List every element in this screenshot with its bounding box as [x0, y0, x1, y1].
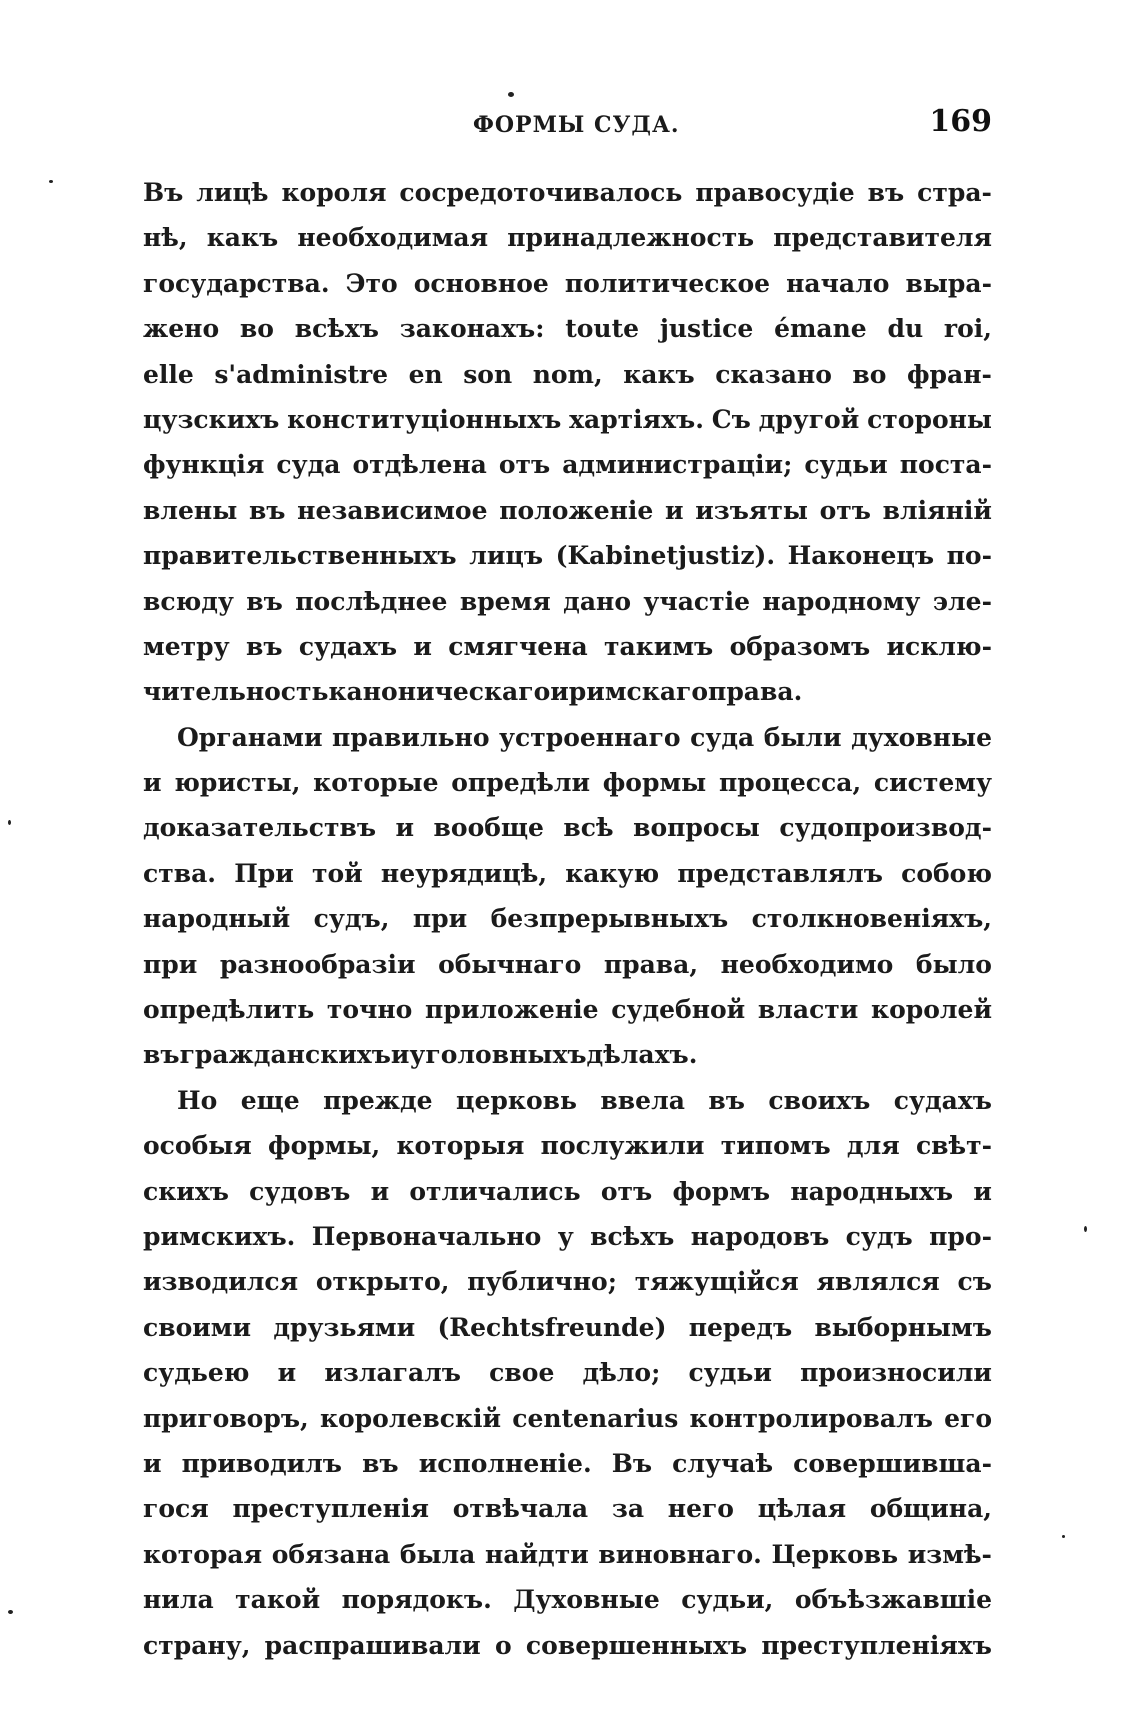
word: него: [667, 1494, 734, 1524]
scan-speck: [8, 1610, 13, 1614]
word: стра-: [917, 178, 992, 207]
word: королей: [871, 995, 992, 1025]
word: и: [550, 677, 569, 707]
word: судьи,: [681, 1585, 774, 1615]
word: Въ: [143, 178, 184, 207]
word: случаѣ: [672, 1448, 774, 1478]
word: опредѣли: [451, 768, 591, 798]
word: émane: [774, 314, 867, 344]
word: разнообразіи: [219, 949, 416, 979]
word: гражданскихъ: [179, 1040, 391, 1070]
word: короля: [281, 178, 387, 207]
word: s'administre: [214, 359, 389, 389]
word: судопроизвод-: [779, 813, 992, 843]
text-line: [143, 261, 992, 306]
word: приложеніе: [425, 995, 599, 1025]
word: законахъ:: [399, 314, 545, 344]
word: При: [234, 858, 294, 888]
text-line: [143, 215, 992, 260]
word: положеніе: [499, 495, 654, 525]
word: дано: [563, 586, 632, 616]
word: justice: [659, 314, 754, 344]
word: свѣт-: [915, 1131, 992, 1161]
word: по-: [946, 541, 992, 571]
word: и: [413, 631, 432, 661]
text-line: [143, 170, 992, 215]
word: функція: [143, 450, 265, 480]
word: доказательствъ: [143, 813, 376, 843]
word: elle: [143, 359, 194, 389]
word: римскихъ.: [143, 1221, 296, 1251]
word: лицѣ: [196, 178, 269, 207]
word: представлялъ: [677, 858, 883, 888]
word: своими: [143, 1312, 252, 1342]
word: процесса,: [718, 768, 862, 798]
word: опредѣлить: [143, 995, 315, 1025]
word: Въ: [611, 1448, 653, 1478]
word: изводился: [143, 1267, 299, 1297]
word: каноническаго: [328, 677, 551, 707]
word: послѣднее: [295, 586, 448, 616]
word: собою: [901, 858, 992, 888]
word: вообще: [433, 813, 544, 843]
word: исполненіе.: [418, 1448, 592, 1478]
word: послужили: [540, 1131, 705, 1161]
word: лицъ: [469, 541, 544, 571]
page-header: [143, 104, 992, 148]
word: стороны: [867, 404, 992, 434]
word: такимъ: [604, 631, 714, 661]
word: (Rechtsfreunde): [437, 1312, 667, 1342]
word: уголовныхъ: [409, 1040, 587, 1070]
word: духовные: [851, 722, 992, 752]
word: народному: [762, 586, 921, 616]
text-line: [143, 987, 992, 1032]
word: измѣ-: [907, 1539, 992, 1569]
word: было: [915, 949, 992, 979]
word: во: [239, 314, 274, 344]
word: совершивша-: [793, 1448, 992, 1478]
word: права,: [603, 949, 699, 979]
text-line: [143, 397, 992, 442]
word: цузскихъ: [143, 404, 280, 434]
word: сосредоточивалось: [399, 178, 683, 207]
word: son: [463, 359, 513, 389]
word: формъ: [672, 1176, 771, 1206]
word: участіе: [643, 586, 751, 616]
word: виновнаго.: [598, 1539, 762, 1569]
word: правосудіе: [695, 178, 855, 207]
word: королевскій: [319, 1403, 502, 1433]
word: народныхъ: [790, 1176, 954, 1206]
word: были: [763, 722, 842, 752]
word: приговоръ,: [143, 1403, 309, 1433]
word: отъ: [498, 450, 551, 480]
word: у: [557, 1221, 574, 1251]
word: была: [399, 1539, 476, 1569]
word: отъ: [600, 1176, 653, 1206]
text-line: [143, 1577, 992, 1622]
text-line: [143, 715, 992, 760]
word: неурядицѣ,: [380, 858, 548, 888]
word: за: [611, 1494, 645, 1524]
word: въ: [246, 586, 283, 616]
word: въ: [362, 1448, 399, 1478]
word: публично;: [467, 1267, 617, 1297]
text-line: [143, 1532, 992, 1577]
word: скихъ: [143, 1176, 229, 1206]
word: устроеннаго: [499, 722, 681, 752]
text-line: [143, 1259, 992, 1304]
word: судъ,: [313, 904, 390, 934]
word: въ: [867, 178, 905, 207]
word: поста-: [899, 450, 992, 480]
word: toute: [565, 314, 640, 344]
word: такой: [235, 1585, 321, 1615]
word: политическое: [564, 268, 771, 298]
word: порядокъ.: [341, 1585, 492, 1615]
word: и: [277, 1358, 297, 1388]
word: въ: [245, 631, 283, 661]
word: въ: [708, 1085, 745, 1115]
text-line: [143, 442, 992, 487]
word: отвѣчала: [452, 1494, 589, 1524]
word: обязана: [271, 1539, 391, 1569]
word: для: [846, 1131, 900, 1161]
word: которыя: [396, 1131, 525, 1161]
text-line: [143, 579, 992, 624]
text-line: [143, 1486, 992, 1531]
word: которая: [143, 1539, 263, 1569]
word: фран-: [906, 359, 992, 389]
word: найдти: [485, 1539, 589, 1569]
word: Это: [345, 268, 398, 298]
word: еще: [240, 1085, 300, 1115]
word: безпрерывныхъ: [490, 904, 729, 934]
word: въ: [248, 495, 286, 525]
running-head: ФОРМЫ СУДА.: [473, 112, 680, 138]
word: и: [370, 1176, 390, 1206]
word: судъ: [845, 1221, 913, 1251]
word: типомъ: [720, 1131, 831, 1161]
word: которые: [313, 768, 439, 798]
body-text: [143, 170, 992, 1668]
word: изъяты: [695, 495, 808, 525]
word: гося: [143, 1494, 209, 1524]
word: смягчена: [448, 631, 588, 661]
word: Органами: [177, 722, 323, 752]
word: формы,: [268, 1131, 381, 1161]
word: необходимая: [297, 223, 489, 253]
text-line: [143, 669, 992, 714]
word: жено: [143, 314, 220, 344]
word: той: [312, 858, 363, 888]
word: судьи: [688, 1358, 772, 1388]
word: эле-: [932, 586, 992, 616]
word: права.: [708, 677, 803, 707]
word: систему: [873, 768, 992, 798]
word: юристы,: [174, 768, 301, 798]
text-line: [143, 352, 992, 397]
word: исклю-: [886, 631, 992, 661]
word: являлся: [816, 1267, 940, 1297]
word: при: [143, 949, 198, 979]
word: формы: [602, 768, 707, 798]
word: дѣлахъ.: [586, 1040, 698, 1070]
word: тяжущійся: [634, 1267, 799, 1297]
word: церковь: [456, 1085, 577, 1115]
word: представителя: [773, 223, 992, 253]
word: и: [973, 1176, 992, 1206]
word: судьею: [143, 1358, 250, 1388]
text-line: [143, 1123, 992, 1168]
text-line: [143, 624, 992, 669]
text-line: [143, 533, 992, 578]
word: суда: [690, 722, 755, 752]
scan-speck: [49, 180, 53, 183]
word: независимое: [297, 495, 488, 525]
word: правительственныхъ: [143, 541, 457, 571]
word: образомъ: [729, 631, 871, 661]
word: дѣло;: [582, 1358, 661, 1388]
word: съ: [957, 1267, 992, 1297]
word: всѣхъ: [294, 314, 379, 344]
scan-speck: [508, 92, 514, 97]
word: прежде: [323, 1085, 433, 1115]
word: конституціонныхъ: [287, 404, 562, 434]
word: ввела: [600, 1085, 685, 1115]
word: вліяній: [882, 495, 992, 525]
page-number: 169: [929, 104, 992, 139]
word: совершенныхъ: [525, 1630, 748, 1660]
word: отдѣлена: [352, 450, 487, 480]
word: выра-: [905, 268, 992, 298]
word: о: [494, 1630, 512, 1660]
word: судовъ: [249, 1176, 351, 1206]
word: всюду: [143, 586, 234, 616]
word: en: [408, 359, 443, 389]
word: влены: [143, 495, 238, 525]
word: цѣлая: [757, 1494, 847, 1524]
word: администраціи;: [562, 450, 793, 480]
word: свое: [489, 1358, 555, 1388]
text-line: [143, 306, 992, 351]
word: отъ: [819, 495, 871, 525]
text-line: [143, 1623, 992, 1668]
word: сказано: [715, 359, 832, 389]
word: произносили: [800, 1358, 992, 1388]
text-line: [143, 1032, 992, 1077]
scan-speck: [1084, 1226, 1087, 1232]
text-line: [143, 805, 992, 850]
word: начало: [786, 268, 890, 298]
word: судахъ: [893, 1085, 992, 1115]
word: контролировалъ: [689, 1403, 933, 1433]
word: государства.: [143, 268, 330, 298]
word: хартіяхъ.: [569, 404, 704, 434]
word: обычнаго: [438, 949, 582, 979]
word: столкновеніяхъ,: [751, 904, 992, 934]
word: преступленіяхъ: [761, 1630, 992, 1660]
text-line: [143, 1441, 992, 1486]
word: (Kabinetjustiz).: [555, 541, 776, 571]
word: всѣхъ: [590, 1221, 675, 1251]
word: необходимо: [720, 949, 894, 979]
word: въ: [143, 1040, 180, 1070]
word: открыто,: [315, 1267, 450, 1297]
word: судахъ: [298, 631, 398, 661]
word: народовъ: [690, 1221, 830, 1251]
word: особыя: [143, 1131, 252, 1161]
word: и: [395, 813, 415, 843]
word: Первоначально: [311, 1221, 542, 1251]
word: чительность: [143, 677, 329, 707]
word: община,: [869, 1494, 992, 1524]
word: нила: [143, 1585, 214, 1615]
text-line: [143, 942, 992, 987]
word: приводилъ: [181, 1448, 342, 1478]
word: судьи: [804, 450, 888, 480]
text-line: [143, 851, 992, 896]
text-line: [143, 1169, 992, 1214]
word: народный: [143, 904, 291, 934]
word: принадлежность: [507, 223, 755, 253]
word: centenarius: [512, 1403, 679, 1433]
word: своихъ: [768, 1085, 871, 1115]
word: точно: [326, 995, 413, 1025]
word: страну,: [143, 1630, 251, 1660]
text-line: [143, 1305, 992, 1350]
word: его: [944, 1403, 992, 1433]
word: Съ: [711, 404, 751, 434]
word: Духовные: [513, 1585, 660, 1615]
word: выборнымъ: [814, 1312, 992, 1342]
text-line: [143, 1078, 992, 1123]
word: и: [665, 495, 684, 525]
scan-speck: [1062, 1535, 1065, 1538]
word: основное: [413, 268, 549, 298]
word: вопросы: [633, 813, 760, 843]
word: какъ: [206, 223, 279, 253]
word: отличались: [409, 1176, 581, 1206]
text-line: [143, 1396, 992, 1441]
text-line: [143, 760, 992, 805]
text-line: [143, 896, 992, 941]
word: преступленія: [232, 1494, 429, 1524]
word: и: [390, 1040, 410, 1070]
word: распрашивали: [264, 1630, 481, 1660]
word: объѣзжавшіе: [794, 1585, 992, 1615]
word: Но: [177, 1085, 218, 1115]
word: и: [143, 768, 162, 798]
word: roi,: [943, 314, 992, 344]
scan-speck: [8, 820, 11, 825]
word: передъ: [688, 1312, 793, 1342]
word: какую: [565, 858, 660, 888]
word: Церковь: [771, 1539, 899, 1569]
word: правильно: [332, 722, 490, 752]
word: время: [459, 586, 551, 616]
word: суда: [276, 450, 341, 480]
word: метру: [143, 631, 230, 661]
word: власти: [757, 995, 859, 1025]
word: при: [412, 904, 468, 934]
word: друзьями: [273, 1312, 416, 1342]
word: какъ: [623, 359, 695, 389]
word: во: [852, 359, 887, 389]
text-line: [143, 488, 992, 533]
word: nom,: [532, 359, 603, 389]
text-line: [143, 1350, 992, 1395]
word: про-: [929, 1221, 992, 1251]
word: и: [143, 1448, 162, 1478]
word: нѣ,: [143, 223, 188, 253]
word: всѣ: [563, 813, 614, 843]
text-line: [143, 1214, 992, 1259]
word: Наконецъ: [787, 541, 935, 571]
word: ства.: [143, 858, 216, 888]
word: римскаго: [568, 677, 709, 707]
word: судебной: [611, 995, 746, 1025]
word: другой: [758, 404, 860, 434]
word: du: [887, 314, 924, 344]
word: излагалъ: [324, 1358, 461, 1388]
